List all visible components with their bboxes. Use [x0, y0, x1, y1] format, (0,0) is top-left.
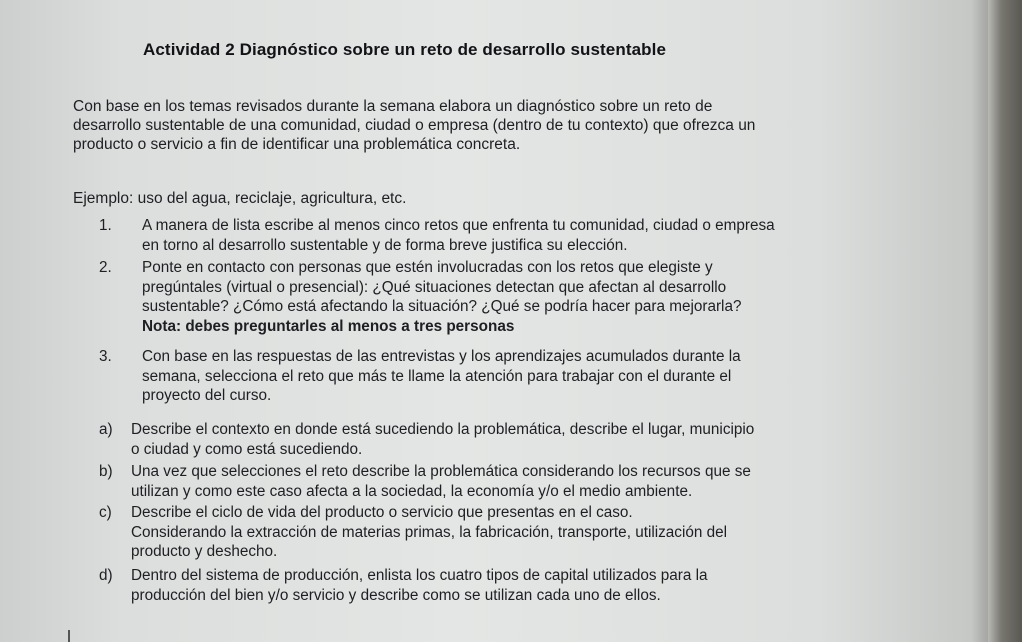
- nota-line: Nota: debes preguntarles al menos a tres personas: [142, 317, 515, 335]
- sub-item-d: [99, 566, 844, 605]
- sub-item-line: Considerando la extracción de materias primas, la fabricación, transporte, utilización del: [131, 523, 728, 541]
- sub-item-marker: a): [99, 421, 113, 438]
- list-marker: 1.: [99, 217, 112, 234]
- sub-item-line: o ciudad y como está sucediendo.: [131, 440, 363, 458]
- list-item-line: pregúntales (virtual o presencial): ¿Qué situaciones detectan que afectan al desarrollo: [142, 278, 727, 296]
- sub-item-c: [99, 503, 844, 562]
- list-item-line: A manera de lista escribe al menos cinco retos que enfrenta tu comunidad, ciudad o empresa: [142, 217, 775, 234]
- sub-item-marker: b): [99, 463, 113, 480]
- list-item-3: [99, 347, 844, 406]
- list-item-line: Con base en las respuestas de las entrevistas y los aprendizajes acumulados durante la: [142, 348, 741, 365]
- list-item-line: Ponte en contacto con personas que estén involucradas con los retos que elegiste y: [142, 259, 713, 276]
- list-item-line: sustentable? ¿Cómo está afectando la situación? ¿Qué se podría hacer para mejorarla?: [142, 298, 742, 315]
- list-marker: 3.: [99, 348, 112, 365]
- list-item-line: proyecto del curso.: [142, 387, 272, 404]
- sub-item-line: utilizan y como este caso afecta a la sociedad, la economía y/o el medio ambiente.: [131, 482, 693, 500]
- intro-line: desarrollo sustentable de una comunidad, ciudad o empresa (dentro de tu contexto) que ofrezca un: [73, 117, 756, 134]
- sub-item-marker: d): [99, 567, 113, 584]
- sub-item-line: producto y deshecho.: [131, 543, 278, 560]
- margin-mark: [68, 630, 70, 642]
- sub-item-line: Describe el ciclo de vida del producto o servicio que presentas en el caso.: [131, 504, 633, 521]
- intro-line: producto o servicio a fin de identificar una problemática concreta.: [73, 136, 521, 153]
- document-title: Actividad 2 Diagnóstico sobre un reto de desarrollo sustentable: [143, 40, 667, 59]
- sub-item-b: [99, 462, 844, 501]
- sub-item-line: Una vez que selecciones el reto describe la problemática considerando los recursos que se: [131, 463, 751, 480]
- intro-line: Con base en los temas revisados durante la semana elabora un diagnóstico sobre un reto de: [73, 98, 713, 115]
- sub-item-a: [99, 420, 844, 459]
- sub-item-marker: c): [99, 504, 112, 521]
- list-marker: 2.: [99, 259, 112, 276]
- page-edge-shadow: [988, 0, 1022, 642]
- sub-item-line: producción del bien y/o servicio y describe como se utilizan cada uno de ellos.: [131, 586, 661, 604]
- list-item-2: [99, 258, 844, 336]
- list-item-1: [99, 216, 844, 255]
- example-line: Ejemplo: uso del agua, reciclaje, agricultura, etc.: [73, 190, 407, 207]
- list-item-line: en torno al desarrollo sustentable y de forma breve justifica su elección.: [142, 236, 628, 254]
- list-item-line: semana, selecciona el reto que más te llame la atención para trabajar con el durante el: [142, 367, 732, 385]
- intro-paragraph: [73, 97, 845, 154]
- sub-item-line: Dentro del sistema de producción, enlista los cuatro tipos de capital utilizados para la: [131, 567, 708, 584]
- sub-item-line: Describe el contexto en donde está sucediendo la problemática, describe el lugar, municipio: [131, 421, 755, 438]
